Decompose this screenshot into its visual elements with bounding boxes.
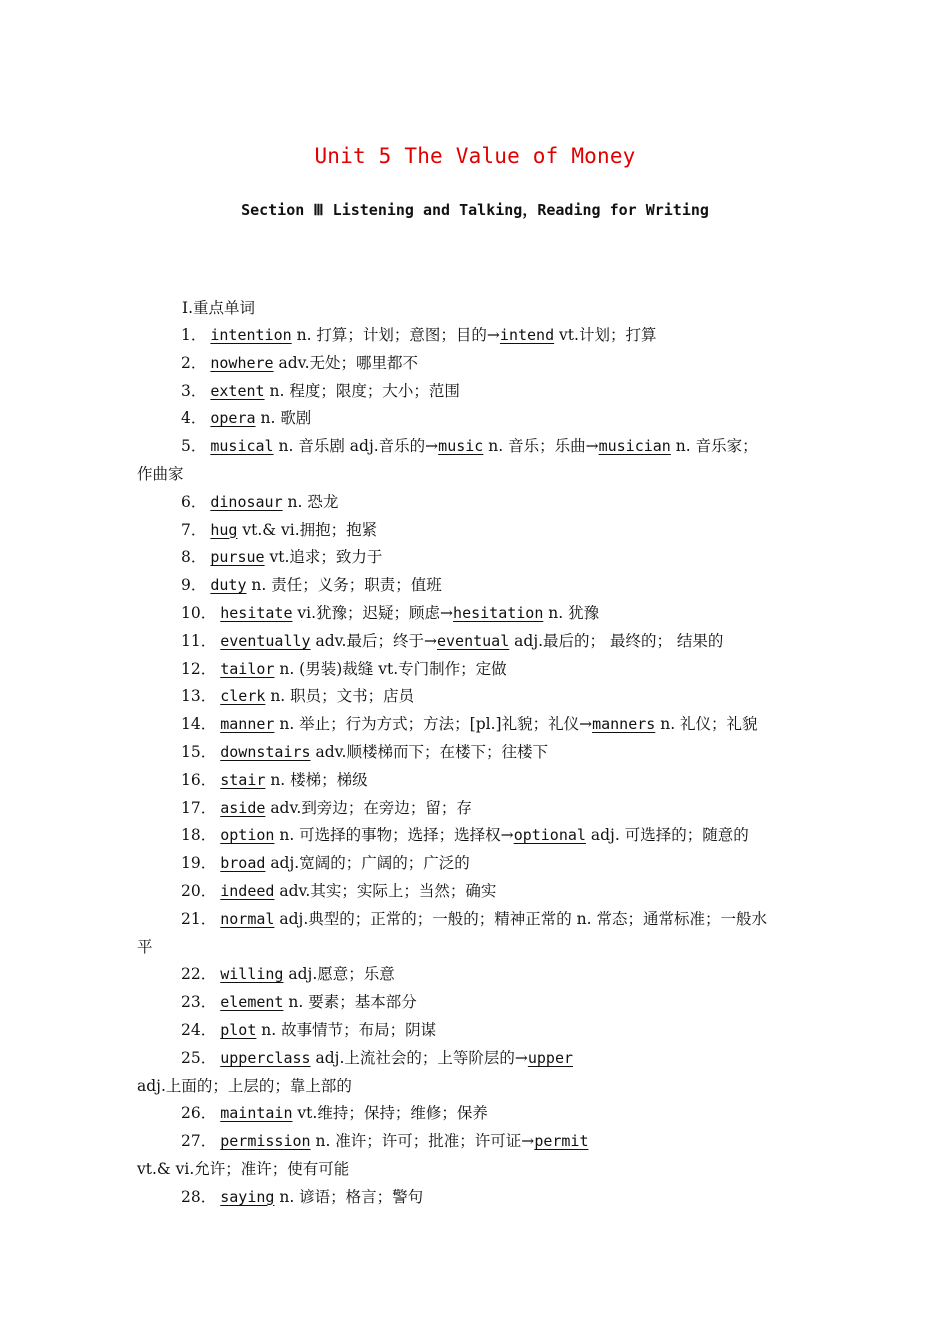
vocab-entry — [137, 1184, 827, 1212]
vocab-entry — [137, 989, 827, 1017]
definition: n. 举止；行为方式；方法；[pl.]礼貌；礼仪→ — [274, 715, 593, 734]
definition: vt.维持；保持；维修；保养 — [292, 1104, 488, 1123]
headword: downstairs — [220, 742, 311, 761]
entry-number: 17． — [181, 798, 217, 817]
entry-continuation: 作曲家 — [137, 464, 184, 483]
headword: hug — [210, 520, 238, 539]
headword: stair — [220, 770, 266, 789]
headword: saying — [220, 1187, 275, 1206]
definition: adj.愿意；乐意 — [283, 965, 395, 984]
vocabulary-list — [137, 322, 827, 1212]
entry-number: 11． — [181, 631, 217, 650]
entry-number: 7． — [181, 520, 207, 539]
vocab-entry — [137, 544, 827, 572]
definition: vi.犹豫；迟疑；顾虑→ — [292, 603, 454, 622]
entry-number: 9． — [181, 576, 207, 595]
derived-word: upper — [527, 1048, 574, 1067]
definition: n. (男装)裁缝 vt.专门制作；定做 — [274, 659, 507, 678]
derived-definition: n. 音乐；乐曲→ — [483, 437, 599, 456]
entry-number: 28． — [181, 1187, 217, 1206]
derived-definition: n. 犹豫 — [543, 603, 600, 622]
vocab-entry — [137, 572, 827, 600]
definition: adj.上流社会的；上等阶层的→ — [310, 1048, 528, 1067]
headword: indeed — [220, 881, 275, 900]
vocab-entry — [137, 1100, 827, 1128]
definition: n. 职员；文书；店员 — [265, 687, 415, 706]
derived-word: intend — [499, 326, 555, 344]
definition: n. 歌剧 — [255, 409, 312, 428]
headword: nowhere — [210, 353, 274, 372]
entry-number: 27． — [181, 1132, 217, 1151]
definition: adv.最后；终于→ — [310, 631, 437, 650]
vocab-entry — [137, 405, 827, 433]
definition: n. 准许；许可；批准；许可证→ — [310, 1132, 535, 1151]
section-subtitle: Section Ⅲ Listening and Talking，Reading for Writing — [241, 201, 709, 219]
headword: element — [220, 993, 284, 1012]
derived-definition: adj. 可选择的；随意的 — [585, 826, 749, 845]
vocab-entry — [137, 711, 827, 739]
vocab-entry — [137, 739, 827, 767]
entry-number: 25． — [181, 1048, 217, 1067]
definition: adv.其实；实际上；当然；确实 — [274, 881, 497, 900]
entry-number: 3． — [181, 381, 207, 400]
page-title: Unit 5 The Value of Money — [314, 144, 636, 168]
entry-number: 10． — [181, 603, 217, 622]
definition: n. 责任；义务；职责；值班 — [246, 576, 442, 595]
definition: vt.& vi.拥抱；抱紧 — [237, 520, 378, 539]
entry-number: 14． — [181, 715, 217, 734]
entry-number: 16． — [181, 770, 217, 789]
headword: duty — [210, 576, 247, 595]
derived-word: eventual — [436, 631, 510, 650]
entry-number: 23． — [181, 993, 217, 1012]
headword: opera — [210, 409, 256, 428]
derived-definition: n. 礼仪；礼貌 — [655, 715, 758, 734]
entry-continuation: 平 — [137, 937, 153, 956]
vocab-entry — [137, 683, 827, 711]
headword: tailor — [220, 659, 275, 678]
definition: n. 恐龙 — [282, 492, 339, 511]
headword: aside — [220, 798, 266, 817]
definition: adv.顺楼梯而下；在楼下；往楼下 — [310, 742, 548, 761]
entry-number: 12． — [181, 659, 217, 678]
headword: option — [220, 826, 275, 845]
derived-definition: n. 音乐家； — [670, 437, 758, 456]
entry-number: 1． — [181, 326, 207, 344]
derived-word: manners — [592, 715, 656, 734]
vocab-entry — [137, 1017, 827, 1045]
definition: n. 楼梯；梯级 — [265, 770, 368, 789]
headword: permission — [220, 1132, 311, 1151]
headword: hesitate — [220, 603, 293, 622]
entry-continuation: adj.上面的；上层的；靠上部的 — [137, 1076, 352, 1095]
headword: musical — [210, 437, 274, 456]
definition: n. 故事情节；布局；阴谋 — [256, 1020, 437, 1039]
vocab-entry — [137, 350, 827, 378]
headword: dinosaur — [210, 492, 283, 511]
entry-number: 4． — [181, 409, 207, 428]
derived-word: music — [438, 437, 484, 456]
headword: intention — [210, 326, 292, 344]
headword: upperclass — [220, 1048, 311, 1067]
entry-number: 6． — [181, 492, 207, 511]
entry-number: 26． — [181, 1104, 217, 1123]
derived-word: optional — [513, 826, 586, 845]
headword: maintain — [220, 1104, 293, 1123]
vocab-entry — [137, 517, 827, 545]
definition: vt.追求；致力于 — [264, 548, 383, 567]
entry-number: 15． — [181, 742, 217, 761]
vocab-entry — [137, 822, 827, 850]
definition: n. 音乐剧 adj.音乐的→ — [273, 437, 439, 456]
vocab-entry — [137, 433, 827, 461]
definition: adj.宽阔的；广阔的；广泛的 — [265, 854, 470, 873]
headword: willing — [220, 965, 284, 984]
definition: n. 谚语；格言；警句 — [274, 1187, 424, 1206]
definition: n. 可选择的事物；选择；选择权→ — [274, 826, 514, 845]
entry-number: 8． — [181, 548, 207, 567]
vocab-entry — [137, 906, 827, 934]
entry-number: 2． — [181, 353, 207, 372]
entry-number: 21． — [181, 909, 217, 928]
vocab-entry — [137, 767, 827, 795]
derived-definition: adj.最后的； 最终的； 结果的 — [509, 631, 724, 650]
definition: n. 要素；基本部分 — [283, 993, 417, 1012]
vocab-entry — [137, 322, 827, 350]
headword: broad — [220, 854, 266, 873]
definition: adv.到旁边；在旁边；留；存 — [265, 798, 472, 817]
headword: plot — [220, 1020, 257, 1039]
entry-number: 5． — [181, 437, 207, 456]
entry-number: 13． — [181, 687, 217, 706]
vocab-entry — [137, 961, 827, 989]
section-heading: Ⅰ.重点单词 — [182, 299, 256, 317]
vocab-entry — [137, 878, 827, 906]
vocab-entry — [137, 489, 827, 517]
entry-continuation: vt.& vi.允许；准许；使有可能 — [137, 1159, 350, 1178]
vocab-entry — [137, 628, 827, 656]
entry-number: 20． — [181, 881, 217, 900]
headword: pursue — [210, 548, 265, 567]
derived-word: permit — [534, 1132, 589, 1151]
definition: adv.无处；哪里都不 — [273, 353, 419, 372]
headword: manner — [220, 715, 275, 734]
vocab-entry — [137, 656, 827, 684]
headword: normal — [220, 909, 275, 928]
vocab-entry — [137, 795, 827, 823]
headword: clerk — [220, 687, 266, 706]
definition: adj.典型的；正常的；一般的；精神正常的 n. 常态；通常标准；一般水 — [274, 909, 768, 928]
headword: extent — [210, 381, 265, 400]
vocab-entry — [137, 600, 827, 628]
vocab-entry — [137, 1128, 827, 1156]
entry-number: 19． — [181, 854, 217, 873]
entry-number: 22． — [181, 965, 217, 984]
derived-word: hesitation — [453, 603, 544, 622]
definition: n. 程度；限度；大小；范围 — [264, 381, 460, 400]
headword: eventually — [220, 631, 311, 650]
definition: n. 打算；计划；意图；目的→ — [291, 326, 500, 344]
entry-number: 18． — [181, 826, 217, 845]
derived-word: musician — [598, 437, 671, 456]
vocab-entry — [137, 850, 827, 878]
vocab-entry — [137, 378, 827, 406]
derived-definition: vt.计划；打算 — [554, 326, 657, 344]
vocab-entry — [137, 1045, 827, 1073]
entry-number: 24． — [181, 1020, 217, 1039]
